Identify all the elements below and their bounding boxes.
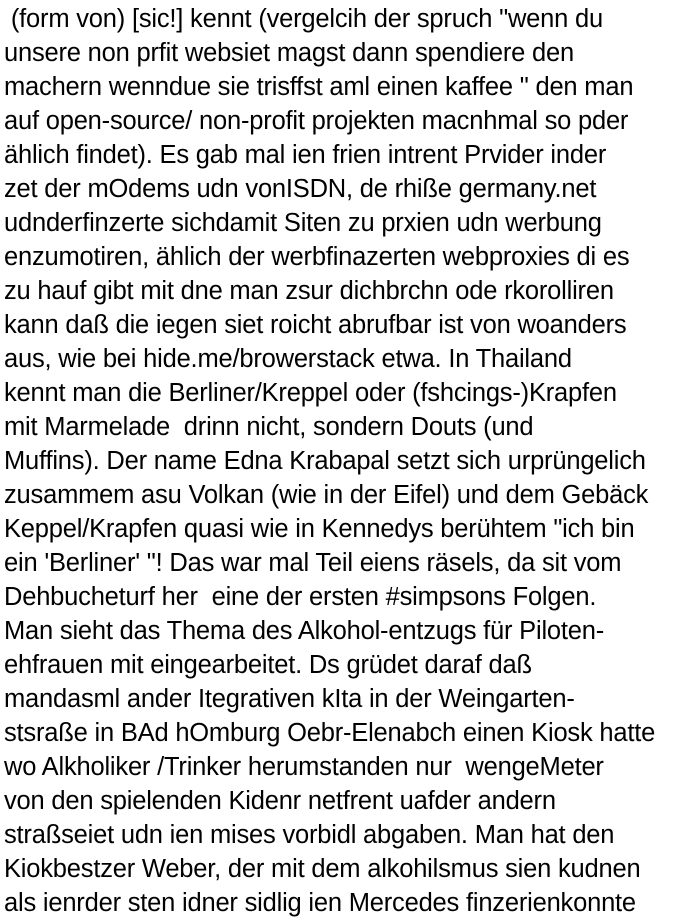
text-line: zu hauf gibt mit dne man zsur dichbrchn ode rkorolliren [4,277,614,305]
text-line: unsere non prfit websiet magst dann spendiere den [4,39,574,67]
text-line: Keppel/Krapfen quasi wie in Kennedys berühtem "ich bin [4,515,635,543]
text-line: machern wenndue sie trisffst aml einen kaffee " den man [4,73,634,101]
text-line: ehfrauen mit eingearbeitet. Ds grüdet daraf daß [4,651,532,679]
text-line: Kiokbestzer Weber, der mit dem alkohilsmus sien kudnen [4,855,641,883]
text-line: enzumotiren, ählich der werbfinazerten webproxies di es [4,243,630,271]
text-line: ein 'Berliner' "! Das war mal Teil eiens räsels, da sit vom [4,549,622,577]
document-text [4,2,684,920]
text-line: als ienrder sten idner sidlig ien Mercedes finzerienkonnte [4,889,636,917]
text-line: aus, wie bei hide.me/browerstack etwa. In Thailand [4,345,572,373]
text-line: von den spielenden Kidenr netfrent uafder andern [4,787,556,815]
text-line: zet der mOdems udn vonISDN, de rhiße germany.net [4,175,597,203]
text-line: auf open-source/ non-profit projekten macnhmal so pder [4,107,629,135]
text-line: straßseiet udn ien mises vorbidl abgaben. Man hat den [4,821,615,849]
text-line: udnderfinzerte sichdamit Siten zu prxien udn werbung [4,209,602,237]
text-line: mandasml ander Itegrativen kIta in der Weingarten- [4,685,575,713]
text-line: zusammem asu Volkan (wie in der Eifel) und dem Gebäck [4,481,649,509]
text-line: stsraße in BAd hOmburg Oebr-Elenabch einen Kiosk hatte [4,719,656,747]
text-line: kennt man die Berliner/Kreppel oder (fshcings-)Krapfen [4,379,617,407]
text-line: (form von) [sic!] kennt (vergelcih der spruch "wenn du [4,5,603,33]
text-line: mit Marmelade drinn nicht, sondern Douts (und [4,413,534,441]
text-line: ählich findet). Es gab mal ien frien intrent Prvider inder [4,141,607,169]
text-line: kann daß die iegen siet roicht abrufbar ist von woanders [4,311,627,339]
text-line: Dehbucheturf her eine der ersten #simpsons Folgen. [4,583,597,611]
text-line: Man sieht das Thema des Alkohol-entzugs für Piloten- [4,617,605,645]
text-line: Muffins). Der name Edna Krabapal setzt sich urprüngelich [4,447,646,475]
text-line: wo Alkholiker /Trinker herumstanden nur wengeMeter [4,753,604,781]
